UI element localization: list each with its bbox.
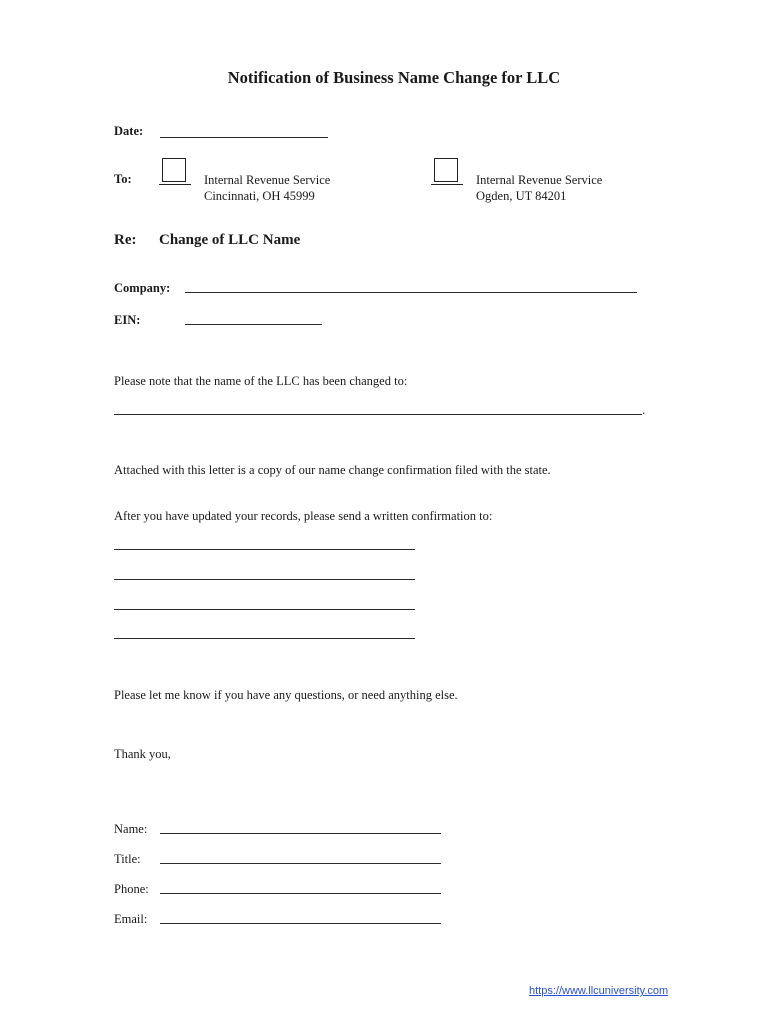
address-line-3[interactable] [114, 609, 415, 610]
signature-title-label: Title: [114, 852, 141, 866]
signature-name-label: Name: [114, 822, 148, 836]
recipient-cincinnati [204, 172, 330, 204]
date-label: Date: [114, 124, 144, 138]
period: . [642, 403, 646, 417]
ein-field[interactable] [185, 324, 322, 325]
recipient-name: Internal Revenue Service [476, 173, 603, 187]
to-label: To: [114, 172, 132, 186]
signature-name-field[interactable] [160, 833, 441, 834]
recipient-address: Ogden, UT 84201 [476, 189, 567, 203]
company-label: Company: [114, 281, 171, 295]
signature-title-field[interactable] [160, 863, 441, 864]
confirmation-request: After you have updated your records, please send a written confirmation to: [114, 509, 493, 523]
new-llc-name-field[interactable] [114, 414, 642, 415]
closing: Thank you, [114, 747, 171, 761]
address-line-4[interactable] [114, 638, 415, 639]
date-field[interactable] [160, 137, 328, 138]
recipient-name: Internal Revenue Service [204, 173, 331, 187]
name-change-note: Please note that the name of the LLC has been changed to: [114, 374, 408, 388]
questions-paragraph: Please let me know if you have any questions, or need anything else. [114, 688, 458, 702]
recipient-address: Cincinnati, OH 45999 [204, 189, 315, 203]
company-field[interactable] [185, 292, 637, 293]
re-label: Re: [114, 232, 137, 248]
address-line-1[interactable] [114, 549, 415, 550]
signature-email-label: Email: [114, 912, 148, 926]
checkbox-underline [159, 184, 191, 185]
signature-email-field[interactable] [160, 923, 441, 924]
re-subject: Change of LLC Name [159, 232, 301, 248]
attached-paragraph: Attached with this letter is a copy of our name change confirmation filed with the state. [114, 463, 551, 477]
checkbox-underline [431, 184, 463, 185]
cincinnati-checkbox[interactable] [162, 158, 186, 182]
address-line-2[interactable] [114, 579, 415, 580]
signature-phone-label: Phone: [114, 882, 149, 896]
ogden-checkbox[interactable] [434, 158, 458, 182]
ein-label: EIN: [114, 313, 141, 327]
footer-website-link[interactable]: https://www.llcuniversity.com [529, 985, 669, 997]
document-title: Notification of Business Name Change for LLC [227, 68, 561, 87]
signature-phone-field[interactable] [160, 893, 441, 894]
recipient-ogden [476, 172, 602, 204]
